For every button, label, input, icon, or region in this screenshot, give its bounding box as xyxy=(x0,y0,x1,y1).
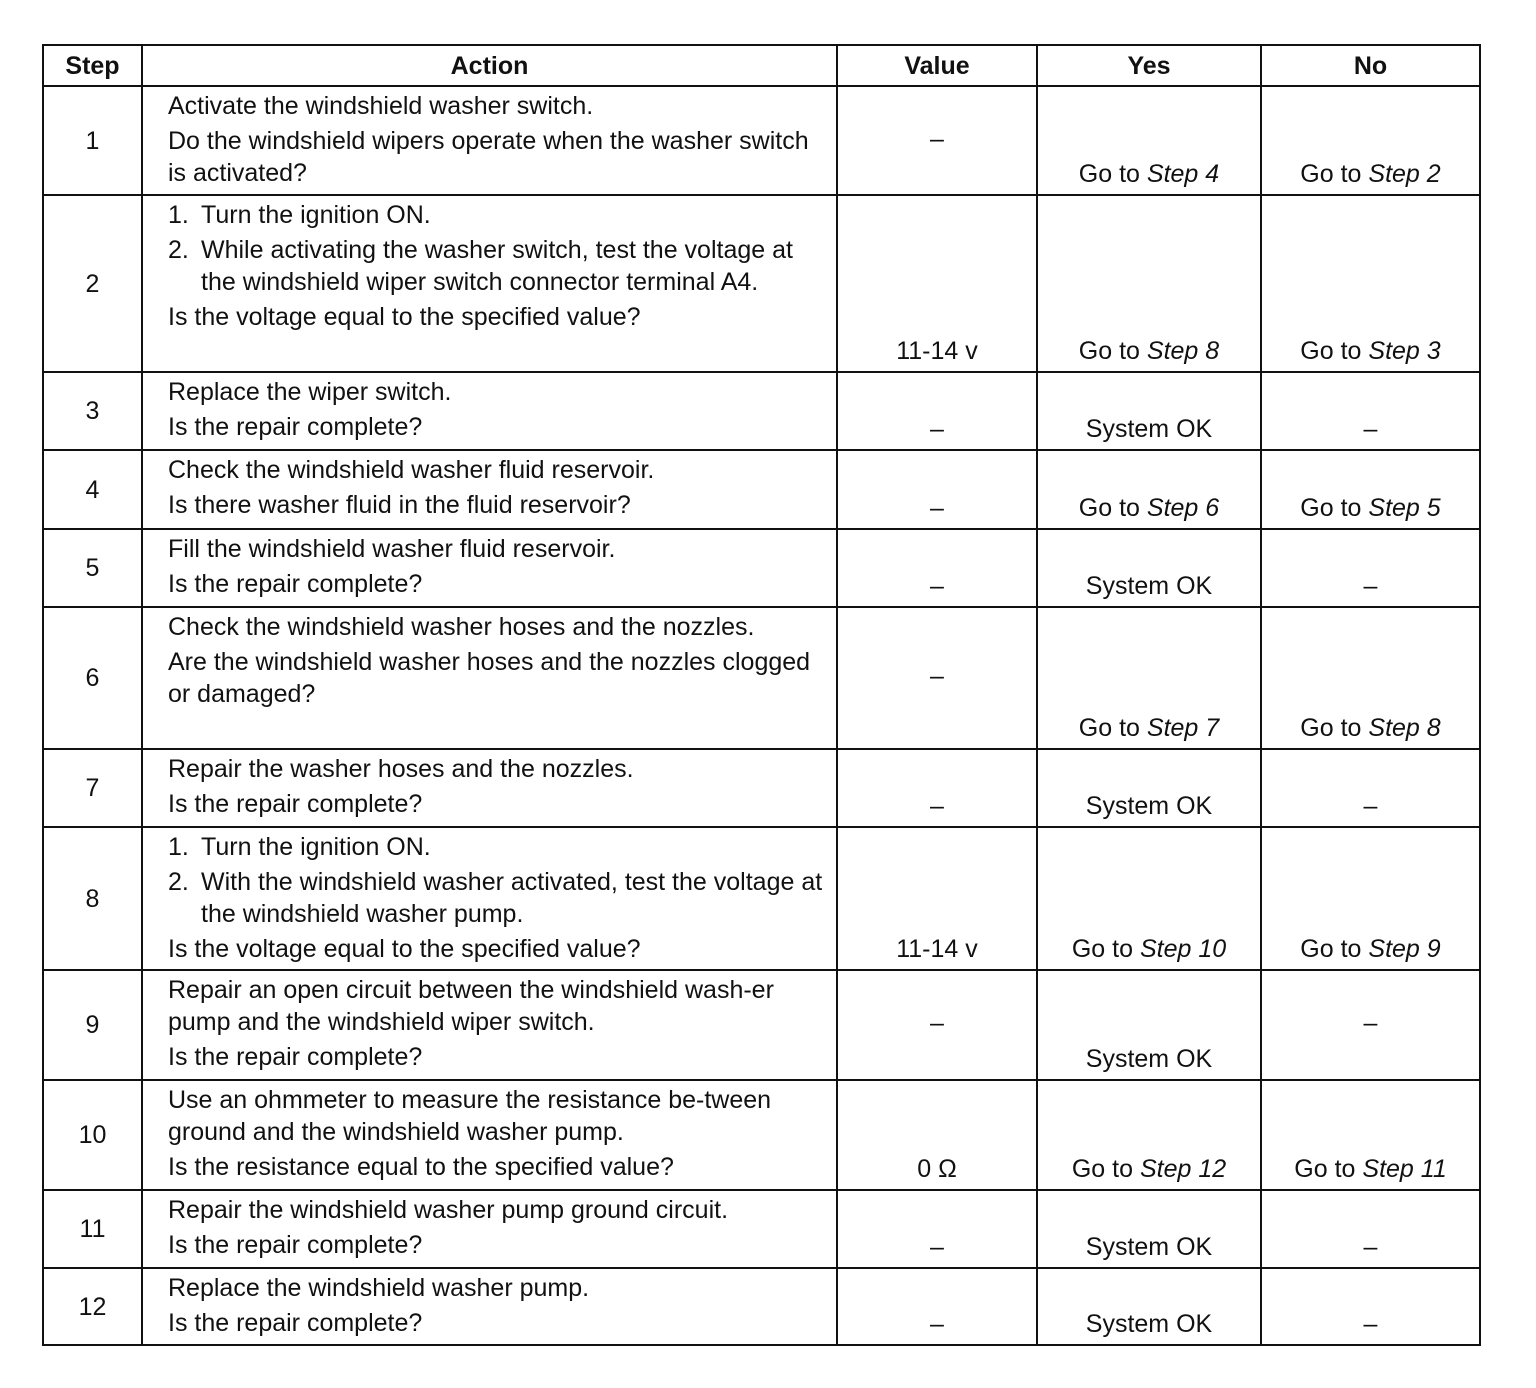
header-value: Value xyxy=(837,45,1037,86)
goto-step-ref: Step 11 xyxy=(1362,1155,1447,1183)
yes-cell xyxy=(1037,372,1261,450)
action-paragraph: Is there washer fluid in the fluid reservoir? xyxy=(168,491,631,519)
action-paragraph: Is the resistance equal to the specified value? xyxy=(168,1153,674,1181)
action-paragraph: Is the voltage equal to the specified value? xyxy=(168,935,641,963)
no-cell xyxy=(1261,86,1480,195)
action-numbered-item xyxy=(168,199,828,231)
goto-prefix: Go to xyxy=(1078,160,1140,188)
yes-cell xyxy=(1037,1080,1261,1190)
no-goto xyxy=(1294,1155,1446,1183)
no-cell xyxy=(1261,195,1480,372)
table-row xyxy=(43,529,1480,607)
value-cell: – xyxy=(837,450,1037,529)
goto-prefix: Go to xyxy=(1300,337,1362,365)
step-number: 6 xyxy=(43,607,142,749)
no-goto xyxy=(1300,714,1440,742)
header-yes: Yes xyxy=(1037,45,1261,86)
no-cell xyxy=(1261,1080,1480,1190)
item-number: 2. xyxy=(168,868,189,896)
goto-prefix: Go to xyxy=(1071,1155,1133,1183)
header-no: No xyxy=(1261,45,1480,86)
table-row xyxy=(43,372,1480,450)
action-paragraph: Is the voltage equal to the specified value? xyxy=(168,303,641,331)
action-paragraph: Use an ohmmeter to measure the resistance be-tween ground and the windshield washer pump. xyxy=(168,1086,772,1146)
yes-text: System OK xyxy=(1085,415,1213,443)
value-cell: – xyxy=(837,1268,1037,1345)
value-cell: – xyxy=(837,1190,1037,1268)
no-text: – xyxy=(1363,572,1378,600)
diagnostic-table xyxy=(42,44,1481,1346)
step-number: 11 xyxy=(43,1190,142,1268)
action-cell xyxy=(142,450,837,529)
step-number: 10 xyxy=(43,1080,142,1190)
value-cell: – xyxy=(837,607,1037,749)
table-row xyxy=(43,86,1480,195)
no-cell xyxy=(1261,970,1480,1080)
value-cell: – xyxy=(837,372,1037,450)
step-number: 4 xyxy=(43,450,142,529)
action-paragraph: Is the repair complete? xyxy=(168,1043,423,1071)
yes-goto xyxy=(1079,160,1219,188)
item-text: Turn the ignition ON. xyxy=(201,201,431,229)
action-paragraph: Repair an open circuit between the windshield wash-er pump and the windshield wiper switch. xyxy=(168,976,774,1036)
goto-step-ref: Step 2 xyxy=(1368,160,1441,188)
step-number: 1 xyxy=(43,86,142,195)
yes-goto xyxy=(1079,337,1219,365)
goto-prefix: Go to xyxy=(1300,160,1362,188)
action-cell xyxy=(142,1268,837,1345)
step-number: 7 xyxy=(43,749,142,827)
action-numbered-item xyxy=(168,866,828,930)
goto-prefix: Go to xyxy=(1078,714,1140,742)
action-numbered-item xyxy=(168,831,828,863)
table-body xyxy=(43,86,1480,1345)
yes-cell xyxy=(1037,970,1261,1080)
action-cell xyxy=(142,1080,837,1190)
yes-text: System OK xyxy=(1085,1233,1213,1261)
value-cell: – xyxy=(837,970,1037,1080)
yes-goto xyxy=(1079,494,1219,522)
action-paragraph: Is the repair complete? xyxy=(168,413,423,441)
goto-prefix: Go to xyxy=(1300,935,1362,963)
table-row xyxy=(43,1268,1480,1345)
table-row xyxy=(43,1080,1480,1190)
table-row xyxy=(43,970,1480,1080)
action-paragraph: Is the repair complete? xyxy=(168,790,423,818)
no-cell xyxy=(1261,450,1480,529)
item-text: With the windshield washer activated, test the voltage at the windshield washer pump. xyxy=(201,868,823,928)
action-paragraph: Is the repair complete? xyxy=(168,1231,423,1259)
action-paragraph: Replace the windshield washer pump. xyxy=(168,1274,590,1302)
no-cell xyxy=(1261,1190,1480,1268)
action-paragraph: Check the windshield washer hoses and the nozzles. xyxy=(168,613,755,641)
goto-step-ref: Step 8 xyxy=(1146,337,1220,365)
item-number: 1. xyxy=(168,201,189,229)
yes-cell xyxy=(1037,86,1261,195)
action-cell xyxy=(142,1190,837,1268)
no-goto xyxy=(1300,337,1440,365)
action-paragraph: Do the windshield wipers operate when the washer switch is activated? xyxy=(168,127,809,187)
goto-step-ref: Step 8 xyxy=(1368,714,1441,742)
step-number: 5 xyxy=(43,529,142,607)
value-cell: 11-14 v xyxy=(837,195,1037,372)
goto-prefix: Go to xyxy=(1294,1155,1356,1183)
action-cell xyxy=(142,195,837,372)
no-text: – xyxy=(1363,1233,1378,1261)
action-cell xyxy=(142,970,837,1080)
no-text: – xyxy=(1363,792,1378,820)
no-cell xyxy=(1261,607,1480,749)
goto-step-ref: Step 3 xyxy=(1368,337,1441,365)
yes-goto xyxy=(1072,935,1226,963)
no-cell xyxy=(1261,372,1480,450)
action-paragraph: Fill the windshield washer fluid reservoir. xyxy=(168,535,616,563)
table-header-row xyxy=(43,45,1480,86)
yes-goto xyxy=(1072,1155,1226,1183)
value-cell: – xyxy=(837,529,1037,607)
value-cell: 0 Ω xyxy=(837,1080,1037,1190)
goto-prefix: Go to xyxy=(1078,494,1140,522)
no-text: – xyxy=(1363,1009,1378,1037)
step-number: 2 xyxy=(43,195,142,372)
action-paragraph: Is the repair complete? xyxy=(168,570,423,598)
goto-prefix: Go to xyxy=(1071,935,1133,963)
header-action: Action xyxy=(142,45,837,86)
table-row xyxy=(43,827,1480,970)
action-cell xyxy=(142,529,837,607)
step-number: 3 xyxy=(43,372,142,450)
yes-text: System OK xyxy=(1085,1045,1213,1073)
action-cell xyxy=(142,827,837,970)
yes-cell xyxy=(1037,529,1261,607)
item-number: 2. xyxy=(168,236,189,264)
no-cell xyxy=(1261,827,1480,970)
value-cell: 11-14 v xyxy=(837,827,1037,970)
value-cell: – xyxy=(837,86,1037,195)
goto-step-ref: Step 4 xyxy=(1146,160,1220,188)
item-number: 1. xyxy=(168,833,189,861)
action-cell xyxy=(142,372,837,450)
goto-step-ref: Step 7 xyxy=(1146,714,1220,742)
action-paragraph: Repair the windshield washer pump ground circuit. xyxy=(168,1196,729,1224)
goto-step-ref: Step 10 xyxy=(1139,935,1227,963)
action-cell xyxy=(142,607,837,749)
action-paragraph: Repair the washer hoses and the nozzles. xyxy=(168,755,634,783)
goto-prefix: Go to xyxy=(1300,494,1362,522)
goto-step-ref: Step 12 xyxy=(1139,1155,1227,1183)
step-number: 8 xyxy=(43,827,142,970)
no-goto xyxy=(1300,160,1440,188)
goto-prefix: Go to xyxy=(1300,714,1362,742)
step-number: 12 xyxy=(43,1268,142,1345)
action-paragraph: Activate the windshield washer switch. xyxy=(168,92,594,120)
yes-cell xyxy=(1037,827,1261,970)
action-cell xyxy=(142,86,837,195)
yes-text: System OK xyxy=(1085,792,1213,820)
table-row xyxy=(43,607,1480,749)
yes-goto xyxy=(1079,714,1219,742)
action-paragraph: Replace the wiper switch. xyxy=(168,378,452,406)
goto-step-ref: Step 9 xyxy=(1368,935,1441,963)
item-text: Turn the ignition ON. xyxy=(201,833,431,861)
action-cell xyxy=(142,749,837,827)
value-cell: – xyxy=(837,749,1037,827)
no-cell xyxy=(1261,1268,1480,1345)
table-row xyxy=(43,1190,1480,1268)
table-row xyxy=(43,450,1480,529)
yes-cell xyxy=(1037,749,1261,827)
item-text: While activating the washer switch, test the voltage at the windshield wiper switch connector terminal A4. xyxy=(201,236,793,296)
no-goto xyxy=(1300,494,1440,522)
yes-cell xyxy=(1037,195,1261,372)
yes-text: System OK xyxy=(1085,572,1213,600)
yes-cell xyxy=(1037,1268,1261,1345)
no-goto xyxy=(1300,935,1440,963)
yes-cell xyxy=(1037,450,1261,529)
goto-step-ref: Step 5 xyxy=(1368,494,1441,522)
no-cell xyxy=(1261,749,1480,827)
no-text: – xyxy=(1363,1310,1378,1338)
yes-cell xyxy=(1037,1190,1261,1268)
goto-step-ref: Step 6 xyxy=(1146,494,1220,522)
goto-prefix: Go to xyxy=(1078,337,1140,365)
action-paragraph: Check the windshield washer fluid reservoir. xyxy=(168,456,655,484)
yes-text: System OK xyxy=(1085,1310,1213,1338)
step-number: 9 xyxy=(43,970,142,1080)
action-paragraph: Are the windshield washer hoses and the nozzles clogged or damaged? xyxy=(168,648,811,708)
yes-cell xyxy=(1037,607,1261,749)
action-numbered-item xyxy=(168,234,828,298)
header-step: Step xyxy=(43,45,142,86)
no-cell xyxy=(1261,529,1480,607)
table-row xyxy=(43,749,1480,827)
table-row xyxy=(43,195,1480,372)
no-text: – xyxy=(1363,415,1378,443)
action-paragraph: Is the repair complete? xyxy=(168,1309,423,1337)
